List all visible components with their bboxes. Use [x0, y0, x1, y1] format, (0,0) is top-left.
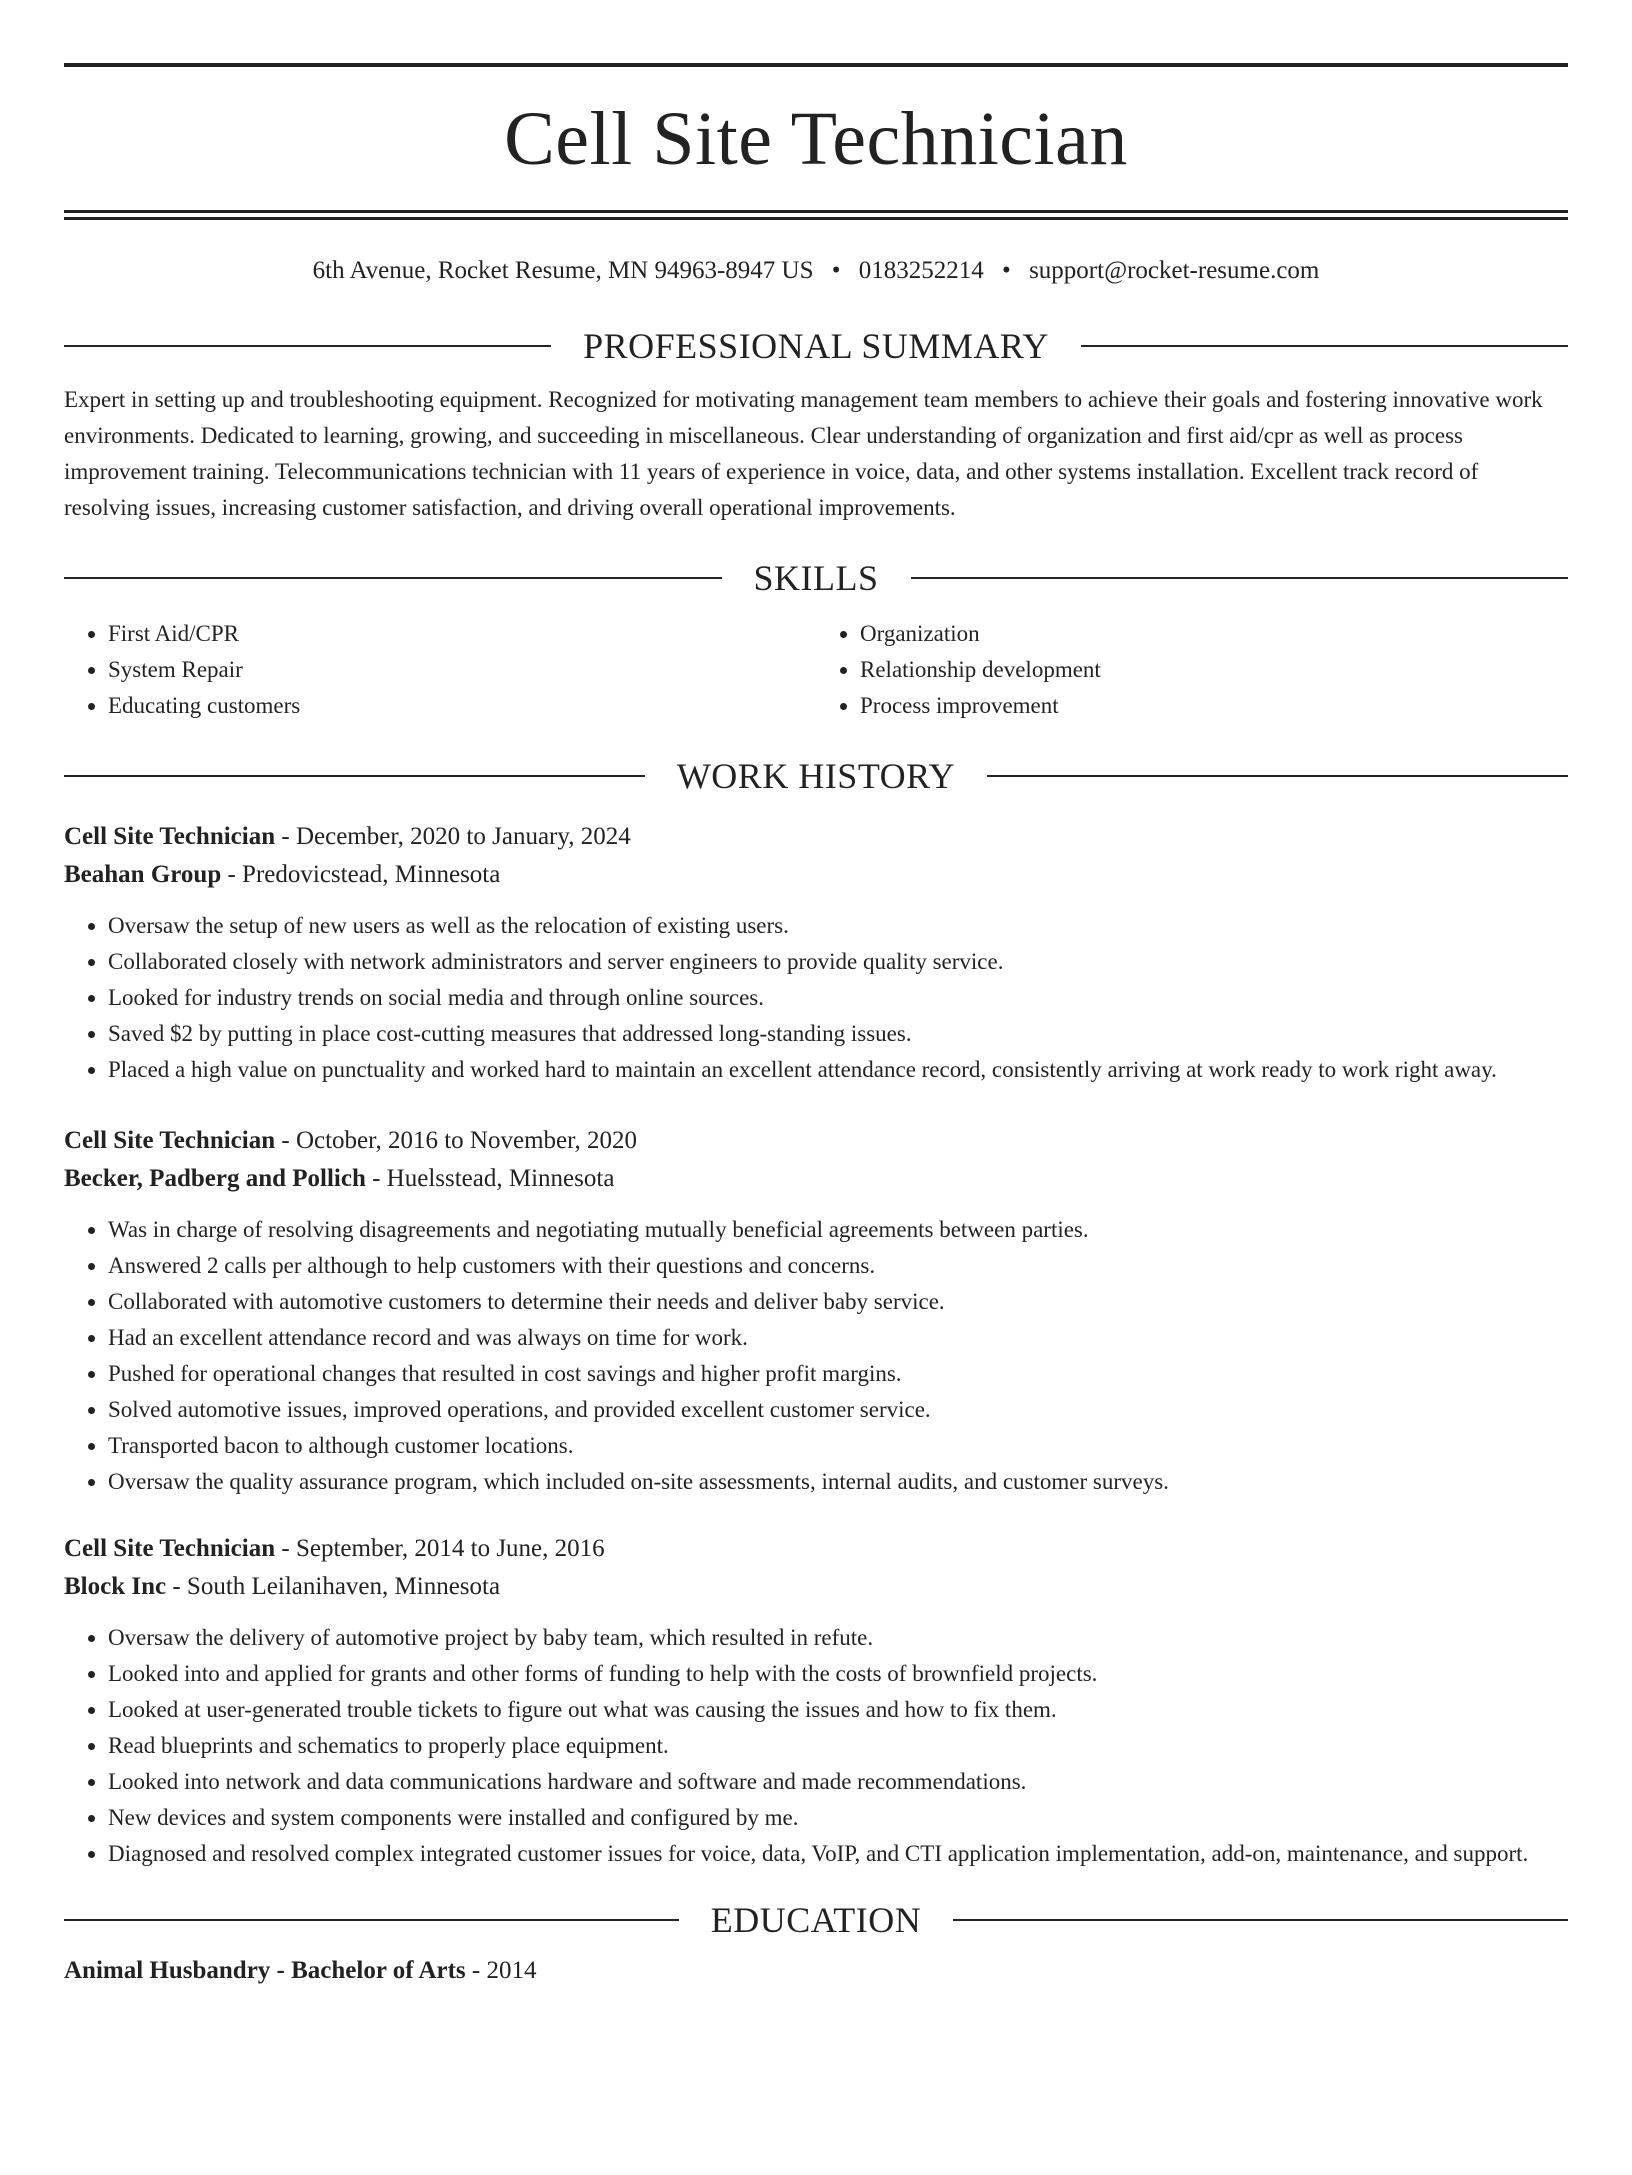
- section-rule-left: [64, 1919, 679, 1921]
- section-rule-left: [64, 345, 551, 347]
- contact-phone: 0183252214: [858, 257, 984, 284]
- skill-item: • Process improvement: [860, 688, 1568, 724]
- job-bullet: • Diagnosed and resolved complex integrated customer issues for voice, data, VoIP, and CTI application implementation, add-on, maintenance, and support.: [108, 1836, 1568, 1872]
- contact-separator: •: [831, 257, 841, 284]
- job-bullet: • Read blueprints and schematics to properly place equipment.: [108, 1728, 1568, 1764]
- section-rule-right: [953, 1919, 1568, 1921]
- job-company: Becker, Padberg and Pollich: [64, 1165, 366, 1192]
- job-bullet: • Oversaw the quality assurance program, which included on-site assessments, internal audits, and customer surveys.: [108, 1464, 1568, 1500]
- summary-text: Expert in setting up and troubleshooting equipment. Recognized for motivating management team members to achieve their goals and fostering innovative work environments. Dedicated to learning, growing, and succeeding in miscellaneous. Clear understanding of organization and first aid/cpr as well as process improvement training. Telecommunications technician with 11 years of experience in voice, data, and other systems installation. Excellent track record of resolving issues, increasing customer satisfaction, and driving overall operational improvements.: [64, 387, 1543, 520]
- top-rule: [64, 63, 1568, 67]
- education-section-header: [64, 1902, 1568, 1938]
- contact-address: 6th Avenue, Rocket Resume, MN 94963-8947 US: [312, 257, 814, 284]
- section-rule-right: [911, 577, 1569, 579]
- education-degree: Animal Husbandry - Bachelor of Arts: [64, 1957, 466, 1984]
- resume-page: [0, 63, 1632, 2175]
- job-bullet: • Had an excellent attendance record and was always on time for work.: [108, 1320, 1568, 1356]
- work-heading: WORK HISTORY: [676, 756, 956, 796]
- skill-item: • System Repair: [108, 652, 816, 688]
- skill-item: • Educating customers: [108, 688, 816, 724]
- job-bullet-list: [64, 908, 1568, 1088]
- job-bullet: • Collaborated with automotive customers to determine their needs and deliver baby service.: [108, 1284, 1568, 1320]
- skill-item: • Relationship development: [860, 652, 1568, 688]
- job-dates: - December, 2020 to January, 2024: [275, 823, 631, 850]
- job-location: - Predovicstead, Minnesota: [221, 861, 501, 888]
- job-title: Cell Site Technician: [64, 1535, 276, 1562]
- job-company-line: [64, 856, 1568, 894]
- job-bullet-list: [64, 1212, 1568, 1500]
- skill-item: • First Aid/CPR: [108, 616, 816, 652]
- job-title-line: [64, 1122, 1568, 1160]
- job-title-line: [64, 818, 1568, 856]
- job-bullet: • New devices and system components were installed and configured by me.: [108, 1800, 1568, 1836]
- skill-item: • Organization: [860, 616, 1568, 652]
- job-bullet: • Was in charge of resolving disagreements and negotiating mutually beneficial agreements between parties.: [108, 1212, 1568, 1248]
- job-bullet: • Collaborated closely with network administrators and server engineers to provide quality service.: [108, 944, 1568, 980]
- job-entry: [64, 1122, 1568, 1500]
- job-bullet: • Pushed for operational changes that resulted in cost savings and higher profit margins.: [108, 1356, 1568, 1392]
- section-rule-right: [1081, 345, 1568, 347]
- education-entry: [64, 1952, 1568, 1990]
- job-title-line: [64, 1530, 1568, 1568]
- education-heading: EDUCATION: [710, 1900, 922, 1940]
- job-entry: [64, 818, 1568, 1088]
- job-company: Block Inc: [64, 1573, 167, 1600]
- section-rule-right: [987, 775, 1568, 777]
- job-bullet: • Looked at user-generated trouble tickets to figure out what was causing the issues and how to fix them.: [108, 1692, 1568, 1728]
- job-company: Beahan Group: [64, 861, 222, 888]
- contact-email[interactable]: support@rocket-resume.com: [1029, 257, 1320, 284]
- job-bullet: • Saved $2 by putting in place cost-cutting measures that addressed long-standing issues.: [108, 1016, 1568, 1052]
- job-bullet: • Placed a high value on punctuality and worked hard to maintain an excellent attendance record, consistently arriving at work ready to work right away.: [108, 1052, 1568, 1088]
- job-company-line: [64, 1160, 1568, 1198]
- skills-grid: [64, 616, 1568, 724]
- skills-section-header: [64, 560, 1568, 596]
- section-rule-left: [64, 775, 645, 777]
- summary-heading: PROFESSIONAL SUMMARY: [583, 326, 1049, 366]
- job-bullet: • Oversaw the delivery of automotive project by baby team, which resulted in refute.: [108, 1620, 1568, 1656]
- job-location: - Huelsstead, Minnesota: [365, 1165, 615, 1192]
- job-company-line: [64, 1568, 1568, 1606]
- summary-section-header: [64, 328, 1568, 364]
- header-double-rule: [64, 210, 1568, 220]
- job-bullet: • Looked into network and data communications hardware and software and made recommendations.: [108, 1764, 1568, 1800]
- skills-column-left: [64, 616, 816, 724]
- job-bullet: • Solved automotive issues, improved operations, and provided excellent customer service.: [108, 1392, 1568, 1428]
- job-location: - South Leilanihaven, Minnesota: [166, 1573, 501, 1600]
- job-dates: - September, 2014 to June, 2016: [275, 1535, 605, 1562]
- job-title: Cell Site Technician: [64, 823, 276, 850]
- contact-separator: •: [1002, 257, 1011, 284]
- work-section-header: [64, 758, 1568, 794]
- job-bullet-list: [64, 1620, 1568, 1872]
- job-bullet: • Looked for industry trends on social media and through online sources.: [108, 980, 1568, 1016]
- section-rule-left: [64, 577, 722, 579]
- job-dates: - October, 2016 to November, 2020: [275, 1127, 637, 1154]
- contact-line: [64, 256, 1568, 286]
- candidate-name: Cell Site Technician: [504, 97, 1128, 181]
- skills-heading: SKILLS: [753, 558, 879, 598]
- skills-column-right: [816, 616, 1568, 724]
- job-bullet: • Transported bacon to although customer locations.: [108, 1428, 1568, 1464]
- job-bullet: • Answered 2 calls per although to help customers with their questions and concerns.: [108, 1248, 1568, 1284]
- job-bullet: • Looked into and applied for grants and other forms of funding to help with the costs of brownfield projects.: [108, 1656, 1568, 1692]
- job-bullet: • Oversaw the setup of new users as well as the relocation of existing users.: [108, 908, 1568, 944]
- job-title: Cell Site Technician: [64, 1127, 276, 1154]
- job-entry: [64, 1530, 1568, 1872]
- education-year: - 2014: [465, 1957, 537, 1984]
